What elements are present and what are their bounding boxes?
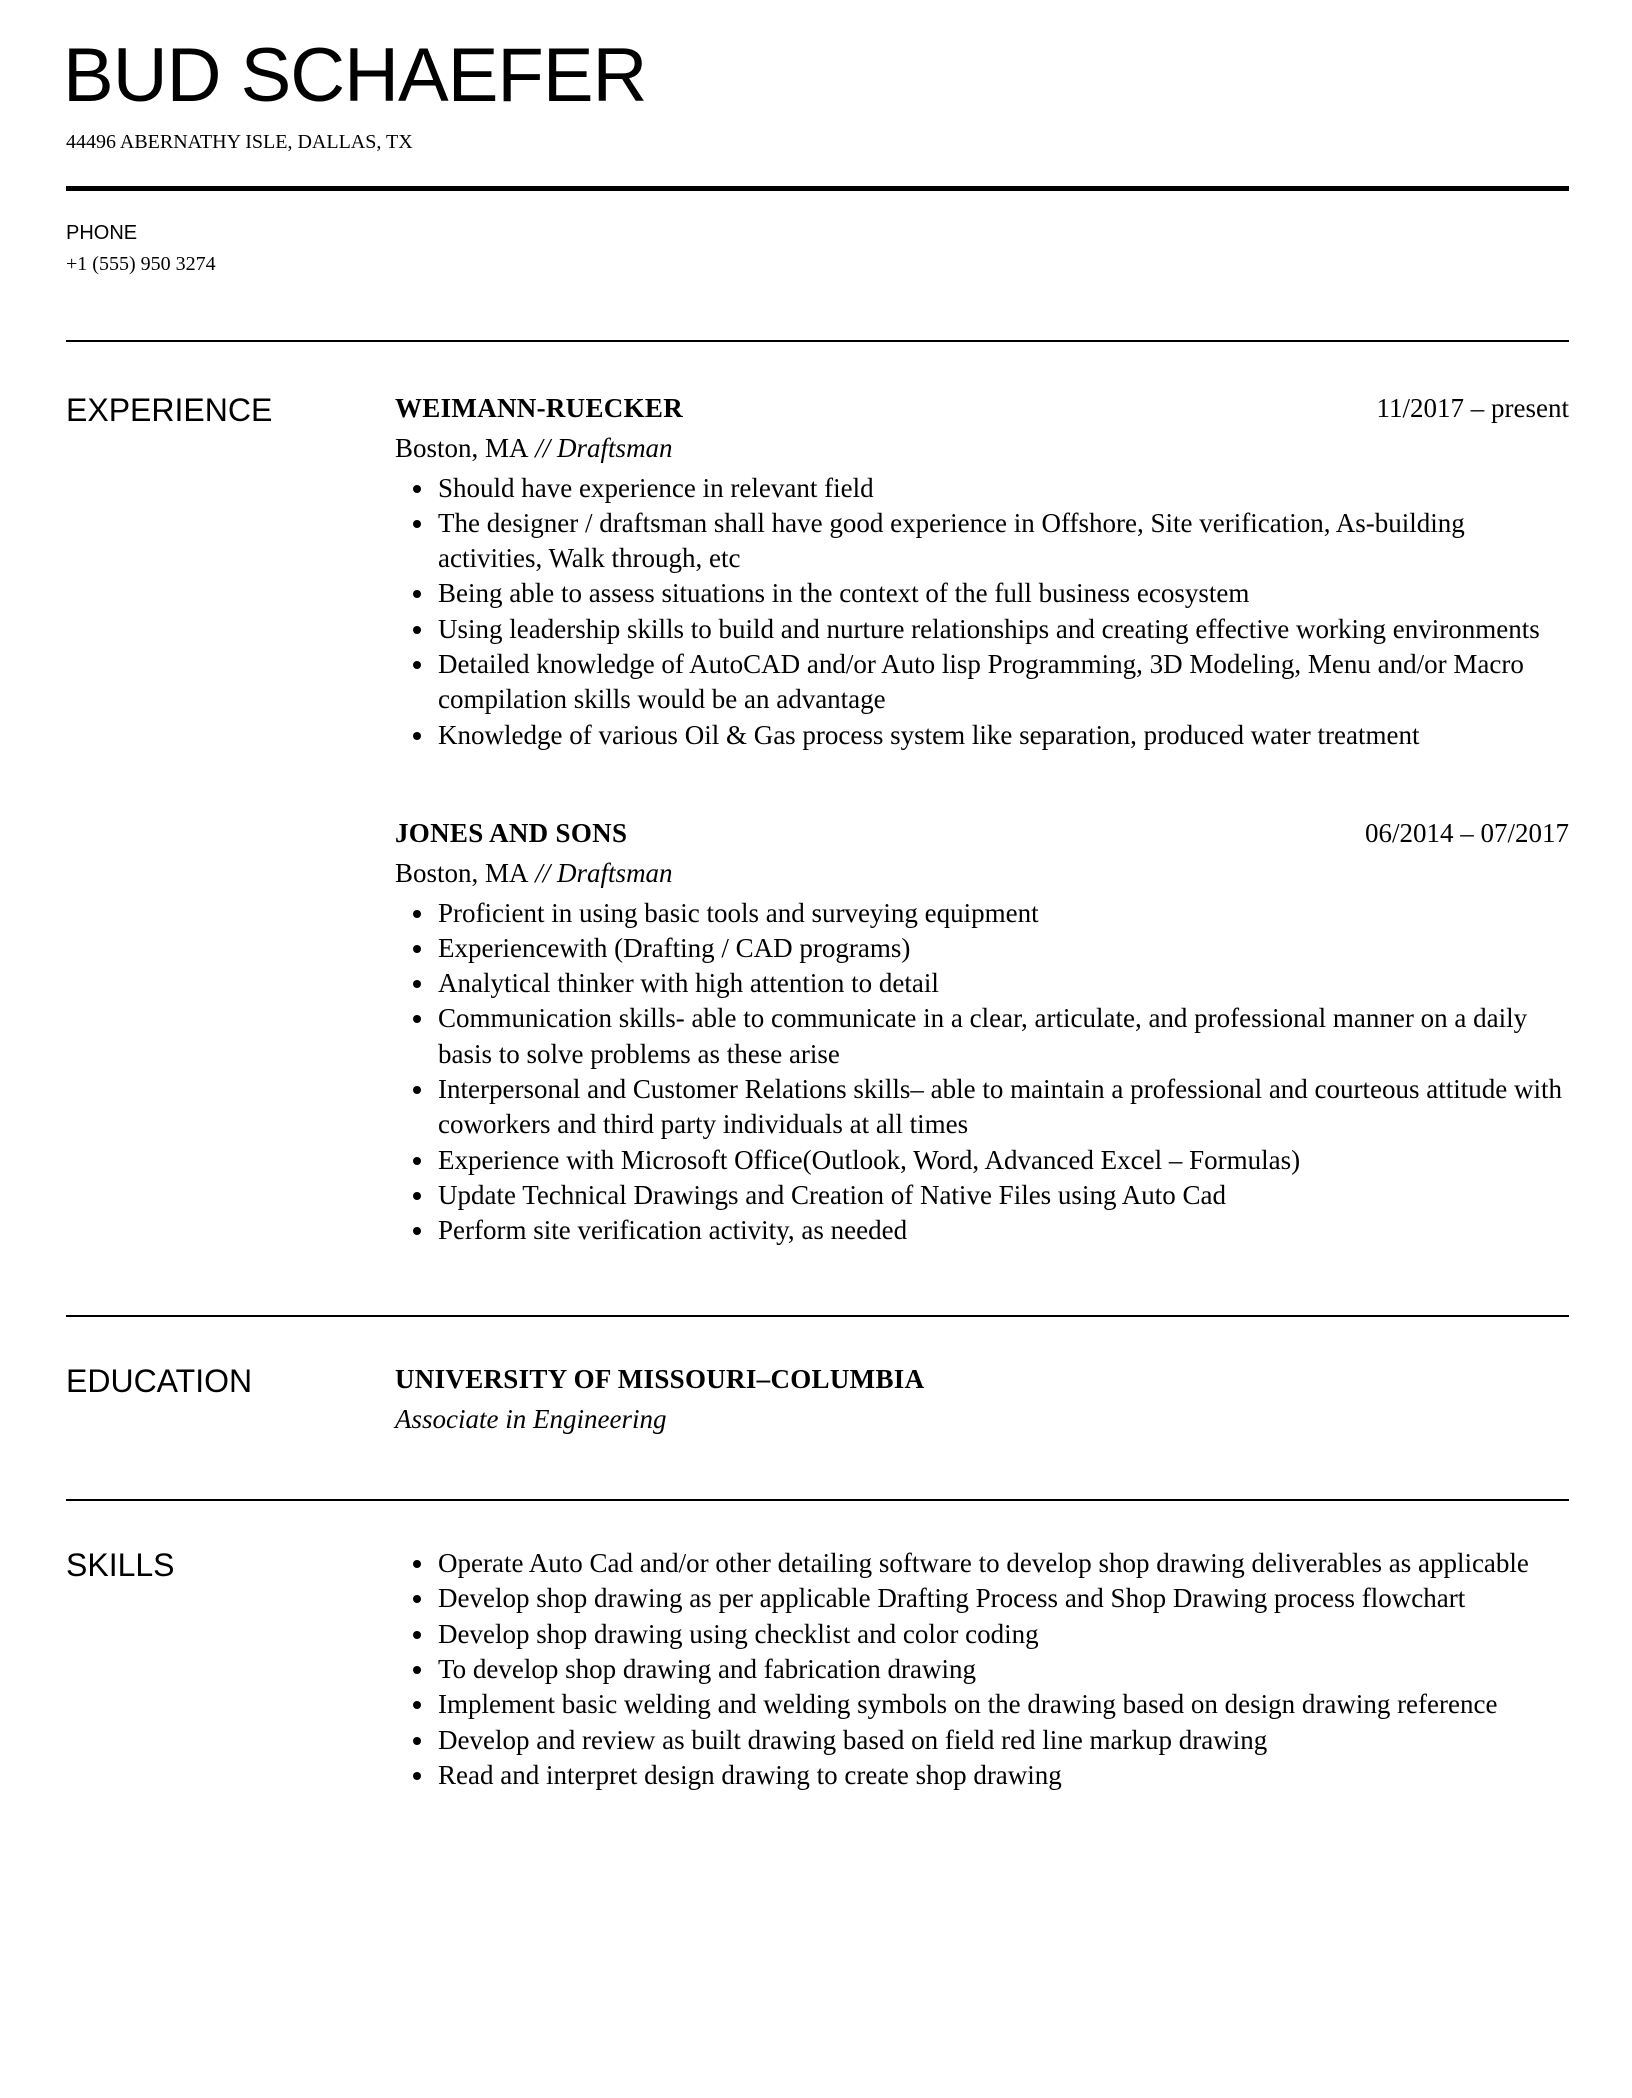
job-duty: Proficient in using basic tools and surveying equipment bbox=[438, 896, 1569, 931]
job-title: Draftsman bbox=[557, 858, 673, 889]
job-entry bbox=[395, 391, 1569, 753]
candidate-address: 44496 ABERNATHY ISLE, DALLAS, TX bbox=[66, 131, 413, 153]
job-dates: 06/2014 – 07/2017 bbox=[1364, 817, 1569, 848]
phone-label: PHONE bbox=[66, 222, 138, 244]
job-title: Draftsman bbox=[557, 433, 673, 464]
job-duty: The designer / draftsman shall have good experience in Offshore, Site verification, As-building activities, Walk through, etc bbox=[438, 506, 1569, 577]
section-divider bbox=[66, 1499, 1569, 1501]
education-body bbox=[395, 1362, 1569, 1438]
job-location: Boston, MA bbox=[395, 858, 529, 889]
job-duty: Detailed knowledge of AutoCAD and/or Auto lisp Programming, 3D Modeling, Menu and/or Macro compilation skills would be an advantage bbox=[438, 647, 1569, 718]
phone-number: +1 (555) 950 3274 bbox=[66, 253, 216, 275]
job-dates: 11/2017 – present bbox=[1376, 393, 1569, 423]
school-name: UNIVERSITY OF MISSOURI–COLUMBIA bbox=[395, 1363, 925, 1394]
skill-item: Develop and review as built drawing based on field red line markup drawing bbox=[438, 1723, 1569, 1758]
skills-list bbox=[395, 1546, 1569, 1793]
section-divider bbox=[66, 1315, 1569, 1317]
education-heading: EDUCATION bbox=[66, 1362, 253, 1399]
skills-body bbox=[395, 1546, 1569, 1793]
skill-item: Read and interpret design drawing to create shop drawing bbox=[438, 1758, 1569, 1793]
job-duty: Communication skills- able to communicate in a clear, articulate, and professional manner on a daily basis to solve problems as these arise bbox=[438, 1001, 1569, 1072]
job-duties bbox=[395, 471, 1569, 753]
degree-name: Associate in Engineering bbox=[395, 1403, 667, 1434]
skill-item: To develop shop drawing and fabrication drawing bbox=[438, 1652, 1569, 1687]
job-duty: Using leadership skills to build and nurture relationships and creating effective working environments bbox=[438, 612, 1569, 647]
experience-heading: EXPERIENCE bbox=[66, 392, 273, 428]
skills-section bbox=[66, 1546, 1569, 1793]
job-header bbox=[395, 816, 1569, 851]
job-duties bbox=[395, 896, 1569, 1249]
experience-body bbox=[395, 391, 1569, 1249]
job-duty: Knowledge of various Oil & Gas process system like separation, produced water treatment bbox=[438, 718, 1569, 753]
skill-item: Implement basic welding and welding symbols on the drawing based on design drawing reference bbox=[438, 1687, 1569, 1722]
job-separator: // bbox=[528, 858, 558, 889]
candidate-name: BUD SCHAEFER bbox=[63, 33, 647, 118]
skill-item: Develop shop drawing as per applicable Drafting Process and Shop Drawing process flowchart bbox=[438, 1581, 1569, 1616]
job-subtitle bbox=[395, 431, 1569, 466]
skill-item: Operate Auto Cad and/or other detailing software to develop shop drawing deliverables as applicable bbox=[438, 1546, 1569, 1581]
skill-item: Develop shop drawing using checklist and color coding bbox=[438, 1617, 1569, 1652]
job-duty: Experience with Microsoft Office(Outlook, Word, Advanced Excel – Formulas) bbox=[438, 1143, 1569, 1178]
experience-section bbox=[66, 391, 1569, 1249]
job-duty: Interpersonal and Customer Relations skills– able to maintain a professional and courteous attitude with coworkers and third party individuals at all times bbox=[438, 1072, 1569, 1143]
skills-heading: SKILLS bbox=[66, 1547, 175, 1584]
header-divider bbox=[66, 186, 1569, 191]
section-divider bbox=[66, 340, 1569, 342]
job-duty: Being able to assess situations in the context of the full business ecosystem bbox=[438, 576, 1569, 611]
job-subtitle bbox=[395, 856, 1569, 891]
job-location: Boston, MA bbox=[395, 433, 529, 464]
job-separator: // bbox=[528, 433, 558, 464]
education-section bbox=[66, 1362, 1569, 1438]
job-header bbox=[395, 391, 1569, 426]
job-duty: Experiencewith (Drafting / CAD programs) bbox=[438, 931, 1569, 966]
resume-page bbox=[63, 0, 1569, 1793]
job-duty: Perform site verification activity, as needed bbox=[438, 1213, 1569, 1248]
job-duty: Analytical thinker with high attention to detail bbox=[438, 966, 1569, 1001]
job-duty: Update Technical Drawings and Creation of Native Files using Auto Cad bbox=[438, 1178, 1569, 1213]
job-duty: Should have experience in relevant field bbox=[438, 471, 1569, 506]
job-company: WEIMANN-RUECKER bbox=[395, 393, 683, 423]
job-entry bbox=[395, 816, 1569, 1249]
job-company: JONES AND SONS bbox=[395, 817, 628, 848]
